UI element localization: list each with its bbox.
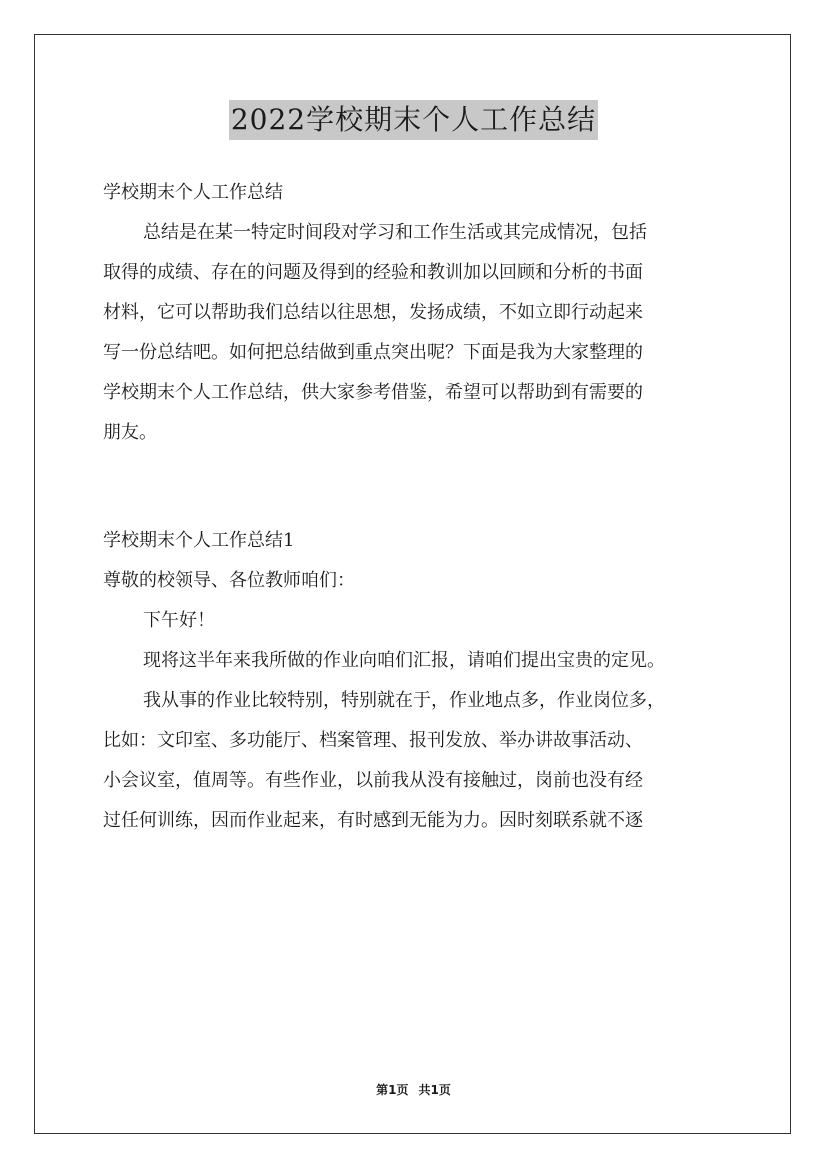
paragraph-line: 过任何训练，因而作业起来，有时感到无能为力。因时刻联系就不逐 <box>103 810 643 831</box>
page-total: 共1页 <box>418 1083 451 1097</box>
intro-line: 朋友。 <box>103 422 157 443</box>
document-subtitle: 学校期末个人工作总结 <box>103 182 283 203</box>
intro-line: 材料，它可以帮助我们总结以往思想，发扬成绩，不如立即行动起来 <box>103 302 643 323</box>
section-heading: 学校期末个人工作总结1 <box>103 530 295 551</box>
intro-line: 取得的成绩、存在的问题及得到的经验和教训加以回顾和分析的书面 <box>103 262 643 283</box>
paragraph-line: 比如：文印室、多功能厅、档案管理、报刊发放、举办讲故事活动、 <box>103 730 643 751</box>
intro-line: 学校期末个人工作总结，供大家参考借鉴，希望可以帮助到有需要的 <box>103 382 643 403</box>
paragraph-line: 我从事的作业比较特别，特别就在于，作业地点多，作业岗位多， <box>143 690 665 711</box>
page-footer <box>0 1080 827 1100</box>
paragraph-report: 现将这半年来我所做的作业向咱们汇报，请咱们提出宝贵的定见。 <box>143 650 665 671</box>
section-spacer <box>103 453 733 521</box>
intro-line: 写一份总结吧。如何把总结做到重点突出呢？下面是我为大家整理的 <box>103 342 643 363</box>
page-number: 第1页 <box>376 1083 409 1097</box>
document-title[interactable]: 2022学校期末个人工作总结 <box>229 100 598 140</box>
intro-line: 总结是在某一特定时间段对学习和工作生活或其完成情况，包括 <box>143 222 647 243</box>
salutation: 尊敬的校领导、各位教师咱们： <box>103 570 355 591</box>
title-container <box>0 100 827 140</box>
paragraph-line: 小会议室，值周等。有些作业，以前我从没有接触过，岗前也没有经 <box>103 770 643 791</box>
greeting: 下午好！ <box>143 610 215 631</box>
document-body <box>103 173 733 841</box>
